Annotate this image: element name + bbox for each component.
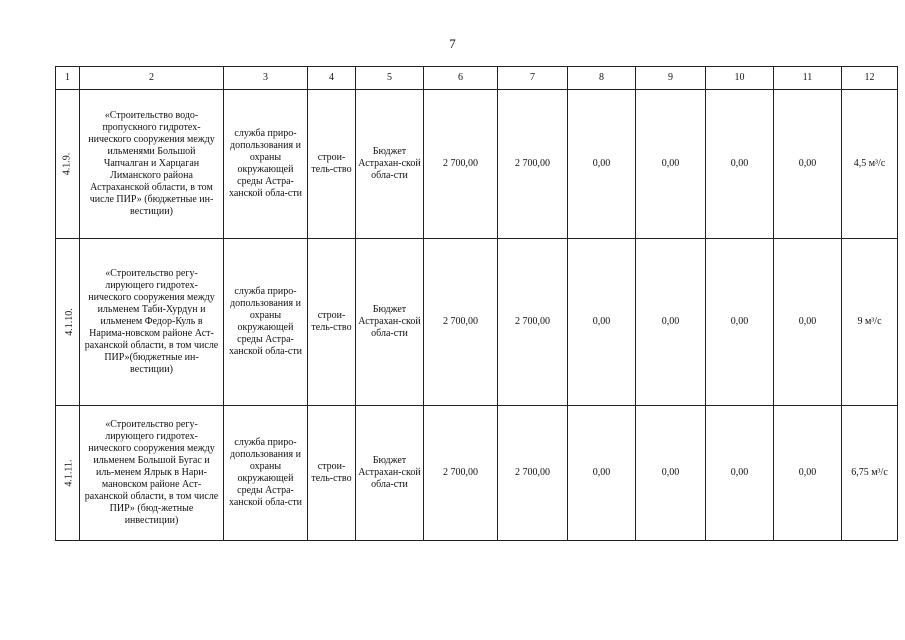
column-header: 6 [424,67,498,90]
amount-cell: 0,00 [774,406,842,541]
activity-type-cell: строи-тель-ство [308,239,356,406]
table-row [56,239,898,406]
column-header: 5 [356,67,424,90]
responsible-org-cell: служба приро-допользования и охраны окружающей среды Астра-ханской обла-сти [224,406,308,541]
amount-cell: 0,00 [706,90,774,239]
column-header: 12 [842,67,898,90]
amount-cell: 0,00 [774,239,842,406]
amount-cell: 0,00 [568,239,636,406]
project-name-cell: «Строительство регу-лирующего гидротех-нического сооружения между ильменем Большой Бугас и иль-менем Ялрык в Нари-мановском районе Аст-раханской области, в том числе ПИР» (бюд-жетные инвестиции) [80,406,224,541]
column-header: 3 [224,67,308,90]
amount-cell: 0,00 [706,406,774,541]
amount-cell: 0,00 [774,90,842,239]
amount-cell: 2 700,00 [498,239,568,406]
row-number: 4.1.10. [63,308,75,336]
amount-cell: 0,00 [568,90,636,239]
amount-cell: 0,00 [636,239,706,406]
responsible-org-cell: служба приро-допользования и охраны окружающей среды Астра-ханской обла-сти [224,90,308,239]
table-row [56,90,898,239]
row-number: 4.1.9. [61,152,73,176]
table-row [56,406,898,541]
column-header: 11 [774,67,842,90]
header-row [56,67,898,90]
amount-cell: 0,00 [636,90,706,239]
amount-cell: 2 700,00 [424,239,498,406]
funding-source-cell: Бюджет Астрахан-ской обла-сти [356,90,424,239]
responsible-org-cell: служба приро-допользования и охраны окружающей среды Астра-ханской обла-сти [224,239,308,406]
column-header: 2 [80,67,224,90]
activity-type-cell: строи-тель-ство [308,406,356,541]
amount-cell: 0,00 [636,406,706,541]
row-number: 4.1.11. [63,459,75,487]
project-name-cell: «Строительство регу-лирующего гидротех-нического сооружения между ильменем Таби-Хурдун и ильменем Федор-Куль в Нарима-новском районе Аст-раханской области, в том числе ПИР»(бюджетные ин-вестиции) [80,239,224,406]
column-header: 1 [56,67,80,90]
capacity-cell: 4,5 м³/с [842,90,898,239]
budget-table [55,66,898,541]
row-number-cell [56,90,80,239]
amount-cell: 0,00 [568,406,636,541]
column-header: 8 [568,67,636,90]
capacity-cell: 9 м³/с [842,239,898,406]
row-number-cell [56,239,80,406]
amount-cell: 2 700,00 [424,406,498,541]
column-header: 4 [308,67,356,90]
funding-source-cell: Бюджет Астрахан-ской обла-сти [356,239,424,406]
capacity-cell: 6,75 м³/с [842,406,898,541]
column-header: 10 [706,67,774,90]
amount-cell: 2 700,00 [498,406,568,541]
amount-cell: 0,00 [706,239,774,406]
page-number: 7 [449,36,456,51]
amount-cell: 2 700,00 [424,90,498,239]
funding-source-cell: Бюджет Астрахан-ской обла-сти [356,406,424,541]
column-header: 7 [498,67,568,90]
project-name-cell: «Строительство водо-пропускного гидротех-нического сооружения между ильменями Большой Чапчалган и Харцаган Лиманского района Астраханской области, в том числе ПИР» (бюджетные ин-вестиции) [80,90,224,239]
column-header: 9 [636,67,706,90]
row-number-cell [56,406,80,541]
amount-cell: 2 700,00 [498,90,568,239]
activity-type-cell: строи-тель-ство [308,90,356,239]
